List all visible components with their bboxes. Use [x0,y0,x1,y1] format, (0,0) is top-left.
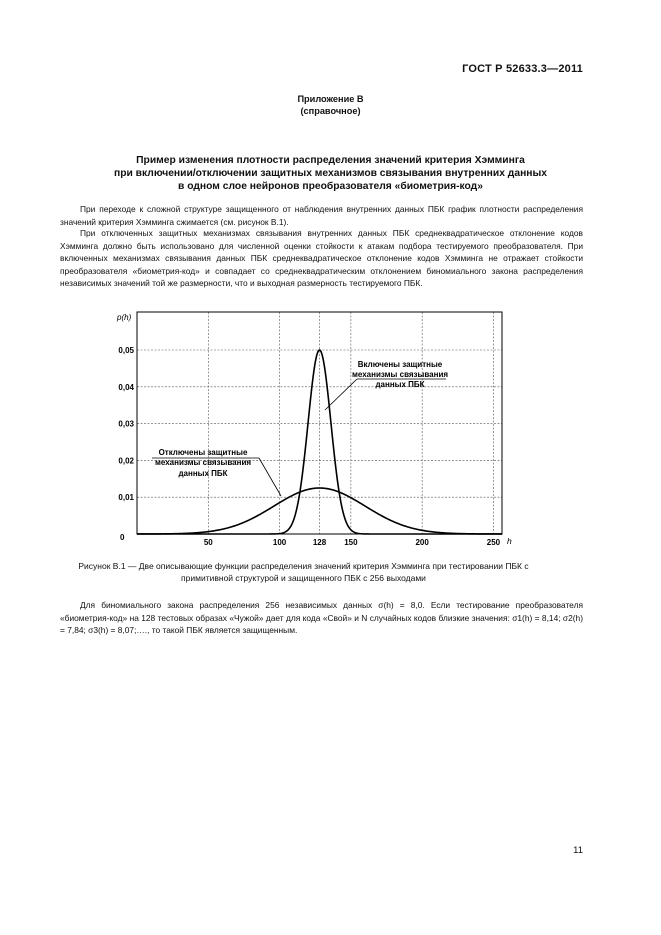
figure-caption [20,560,587,584]
annotation-disabled-leader [259,458,281,496]
annotation-enabled [325,360,448,410]
heading-line-1: Пример изменения плотности распределения значений критерия Хэмминга [136,155,525,166]
appendix-subtitle: (справочное) [300,106,361,116]
heading-line-2: при включении/отключении защитных механизмов связывания внутренних данных [113,168,548,179]
x-tick-label: 250 [486,538,501,547]
paragraph-1: При переходе к сложной структуре защищенного от наблюдения внутренних данных ПБК график плотности распределения значений критерия Хэмминга сжимается (см. рисунок В.1). [60,204,583,227]
x-tick-label: 150 [344,538,358,547]
y-tick-label: 0,01 [118,493,134,503]
origin-label: 0 [120,533,125,542]
y-tick-label: 0,02 [118,456,134,466]
annotation-disabled [152,448,281,496]
heading-line-3: в одном слое нейронов преобразователя «биометрия-код» [178,181,483,192]
x-tick-label: 100 [272,538,287,547]
annotation-enabled-line-1: Включены защитные [357,360,443,369]
annotation-disabled-line-1: Отключены защитные [158,448,248,457]
y-tick-label: 0,05 [118,346,134,355]
x-tick-label: 50 [203,538,213,547]
x-axis-label: h [507,536,512,546]
x-tick-label: 128 [312,538,327,547]
chart-grid [137,312,502,534]
annotation-enabled-line-3: данных ПБК [375,380,425,389]
y-tick-label: 0,03 [118,419,134,429]
annotation-enabled-leader [325,379,357,410]
y-axis-label: p(h) [117,313,132,322]
figure-caption-line-1: Рисунок В.1 — Две описывающие функции распределения значений критерия Хэмминга при тестировании ПБК с [78,561,529,571]
paragraph-3: Для биномиального закона распределения 256 независимых данных σ(h) = 8,0. Если тестирование преобразователя «биометрия-код» на 128 тестовых образах «Чужой» дает для кода «Свой» и N случайных кодов близкие значения: σ1(h) = 8,14; σ2(h) = 7,84; σ3(h) = 8,07;…., то такой ПБК является защищенным. [60,600,583,636]
annotation-disabled-line-3: данных ПБК [178,469,228,478]
paragraph-2: При отключенных защитных механизмах связывания внутренних данных ПБК среднеквадратическое отклонение кодов Хэмминга должно быть использовано для численной оценки стойкости к атакам подбора тестируемого преобразователя. При включенных механизмах связывания данных ПБК среднеквадратическое отклонение кодов Хэмминга не отражает стойкости преобразователя «биометрия-код» и совпадает со среднеквадратическим отклонением биномиального закона распределения независимых значений той же размерности, что и выходная размерность тестируемого ПБК. [60,228,583,289]
appendix-title: Приложение В [297,94,364,104]
standard-number: ГОСТ Р 52633.3—2011 [462,63,583,75]
page-number: 11 [573,845,583,856]
annotation-disabled-line-2: механизмы связывания [154,458,252,467]
y-tick-label: 0,04 [118,382,134,392]
annotation-enabled-line-2: механизмы связывания [351,370,449,379]
figure-caption-line-2: примитивной структурой и защищенного ПБК с 256 выходами [181,573,426,583]
x-tick-label: 200 [415,538,429,547]
